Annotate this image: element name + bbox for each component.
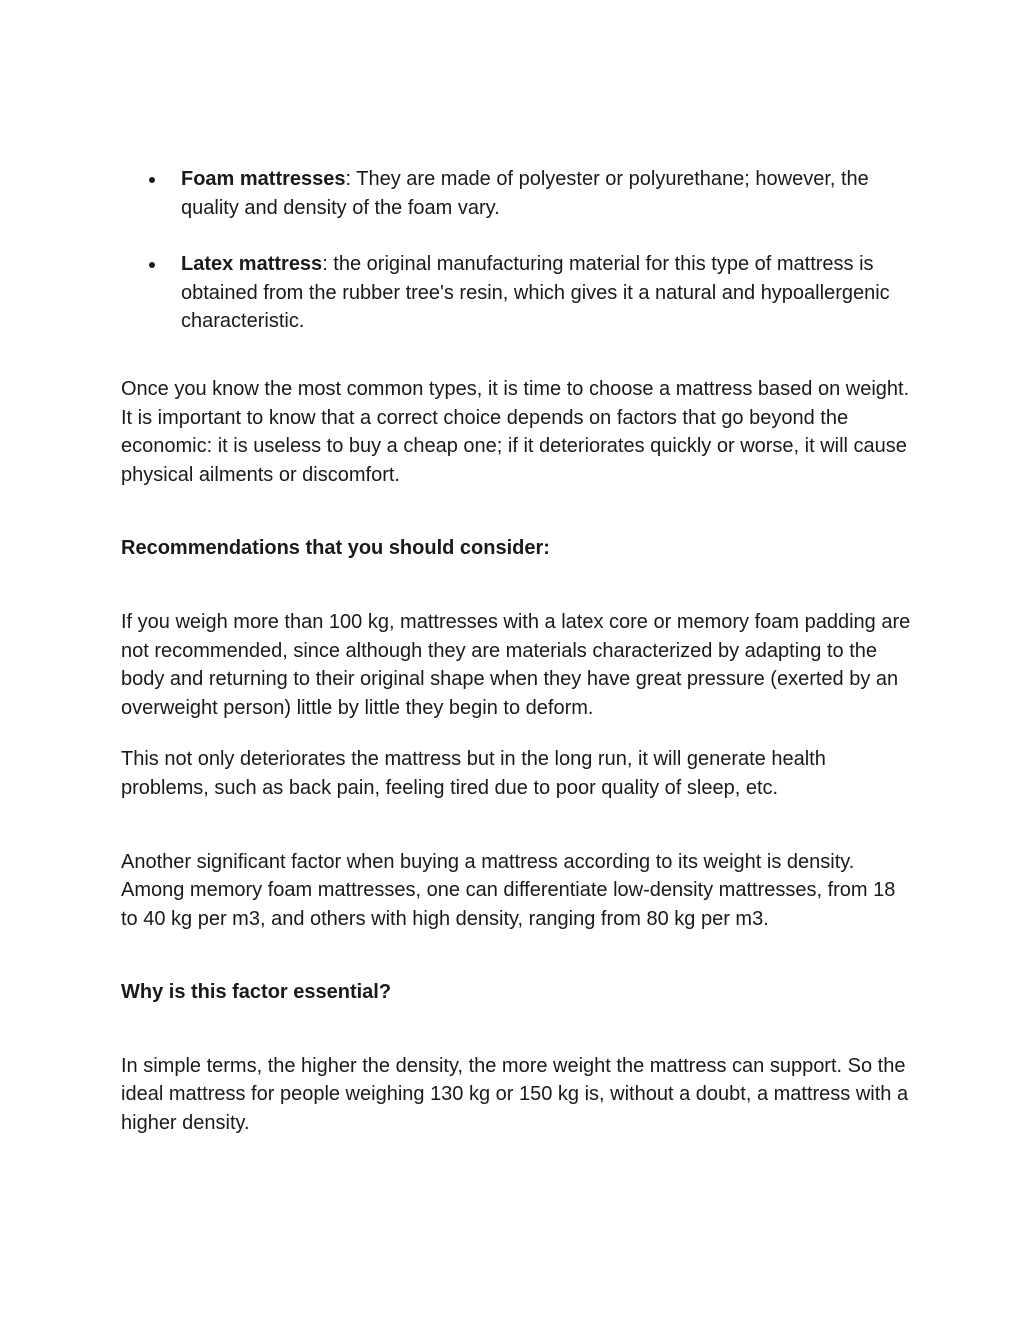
term-foam-mattresses: Foam mattresses (181, 168, 346, 190)
density-paragraph: Another significant factor when buying a mattress according to its weight is density. Among memory foam mattresses, one can differentiate low-density mattresses, from 18 to 40 kg per m3, and others with high density, ranging from 80 kg per m3. (121, 850, 896, 930)
conclusion-paragraph: In simple terms, the higher the density, the more weight the mattress can support. So the ideal mattress for people weighing 130 kg or 150 kg is, without a doubt, a mattress with a higher density. (121, 1054, 909, 1135)
term-latex-mattress: Latex mattress (181, 253, 323, 276)
description-latex-mattress: : the original manufacturing material for this type of mattress is obtained from the rubber tree's resin, which gives it a natural and hypoallergenic characteristic. (181, 253, 890, 333)
document-body (121, 165, 911, 1138)
description-foam-mattresses: : They are made of polyester or polyurethane; however, the quality and density of the foam vary. (181, 168, 869, 219)
list-item-latex (121, 250, 911, 336)
intro-paragraph: Once you know the most common types, it is time to choose a mattress based on weight. It is important to know that a correct choice depends on factors that go beyond the economic: it is useless to buy a cheap one; if it deteriorates quickly or worse, it will cause physical ailments or discomfort. (121, 377, 910, 486)
bullet-icon (149, 262, 155, 268)
mattress-types-list (121, 165, 911, 336)
list-item-foam (121, 165, 911, 222)
heading-why-essential: Why is this factor essential? (121, 981, 392, 1004)
weight-advice-paragraph: If you weigh more than 100 kg, mattresses with a latex core or memory foam padding are not recommended, since although they are materials characterized by adapting to the body and returning to their original shape when they have great pressure (exerted by an overweight person) little by little they begin to deform. (121, 610, 911, 719)
bullet-icon (149, 177, 155, 183)
heading-recommendations: Recommendations that you should consider: (121, 537, 550, 560)
health-paragraph: This not only deteriorates the mattress but in the long run, it will generate health problems, such as back pain, feeling tired due to poor quality of sleep, etc. (121, 748, 826, 799)
